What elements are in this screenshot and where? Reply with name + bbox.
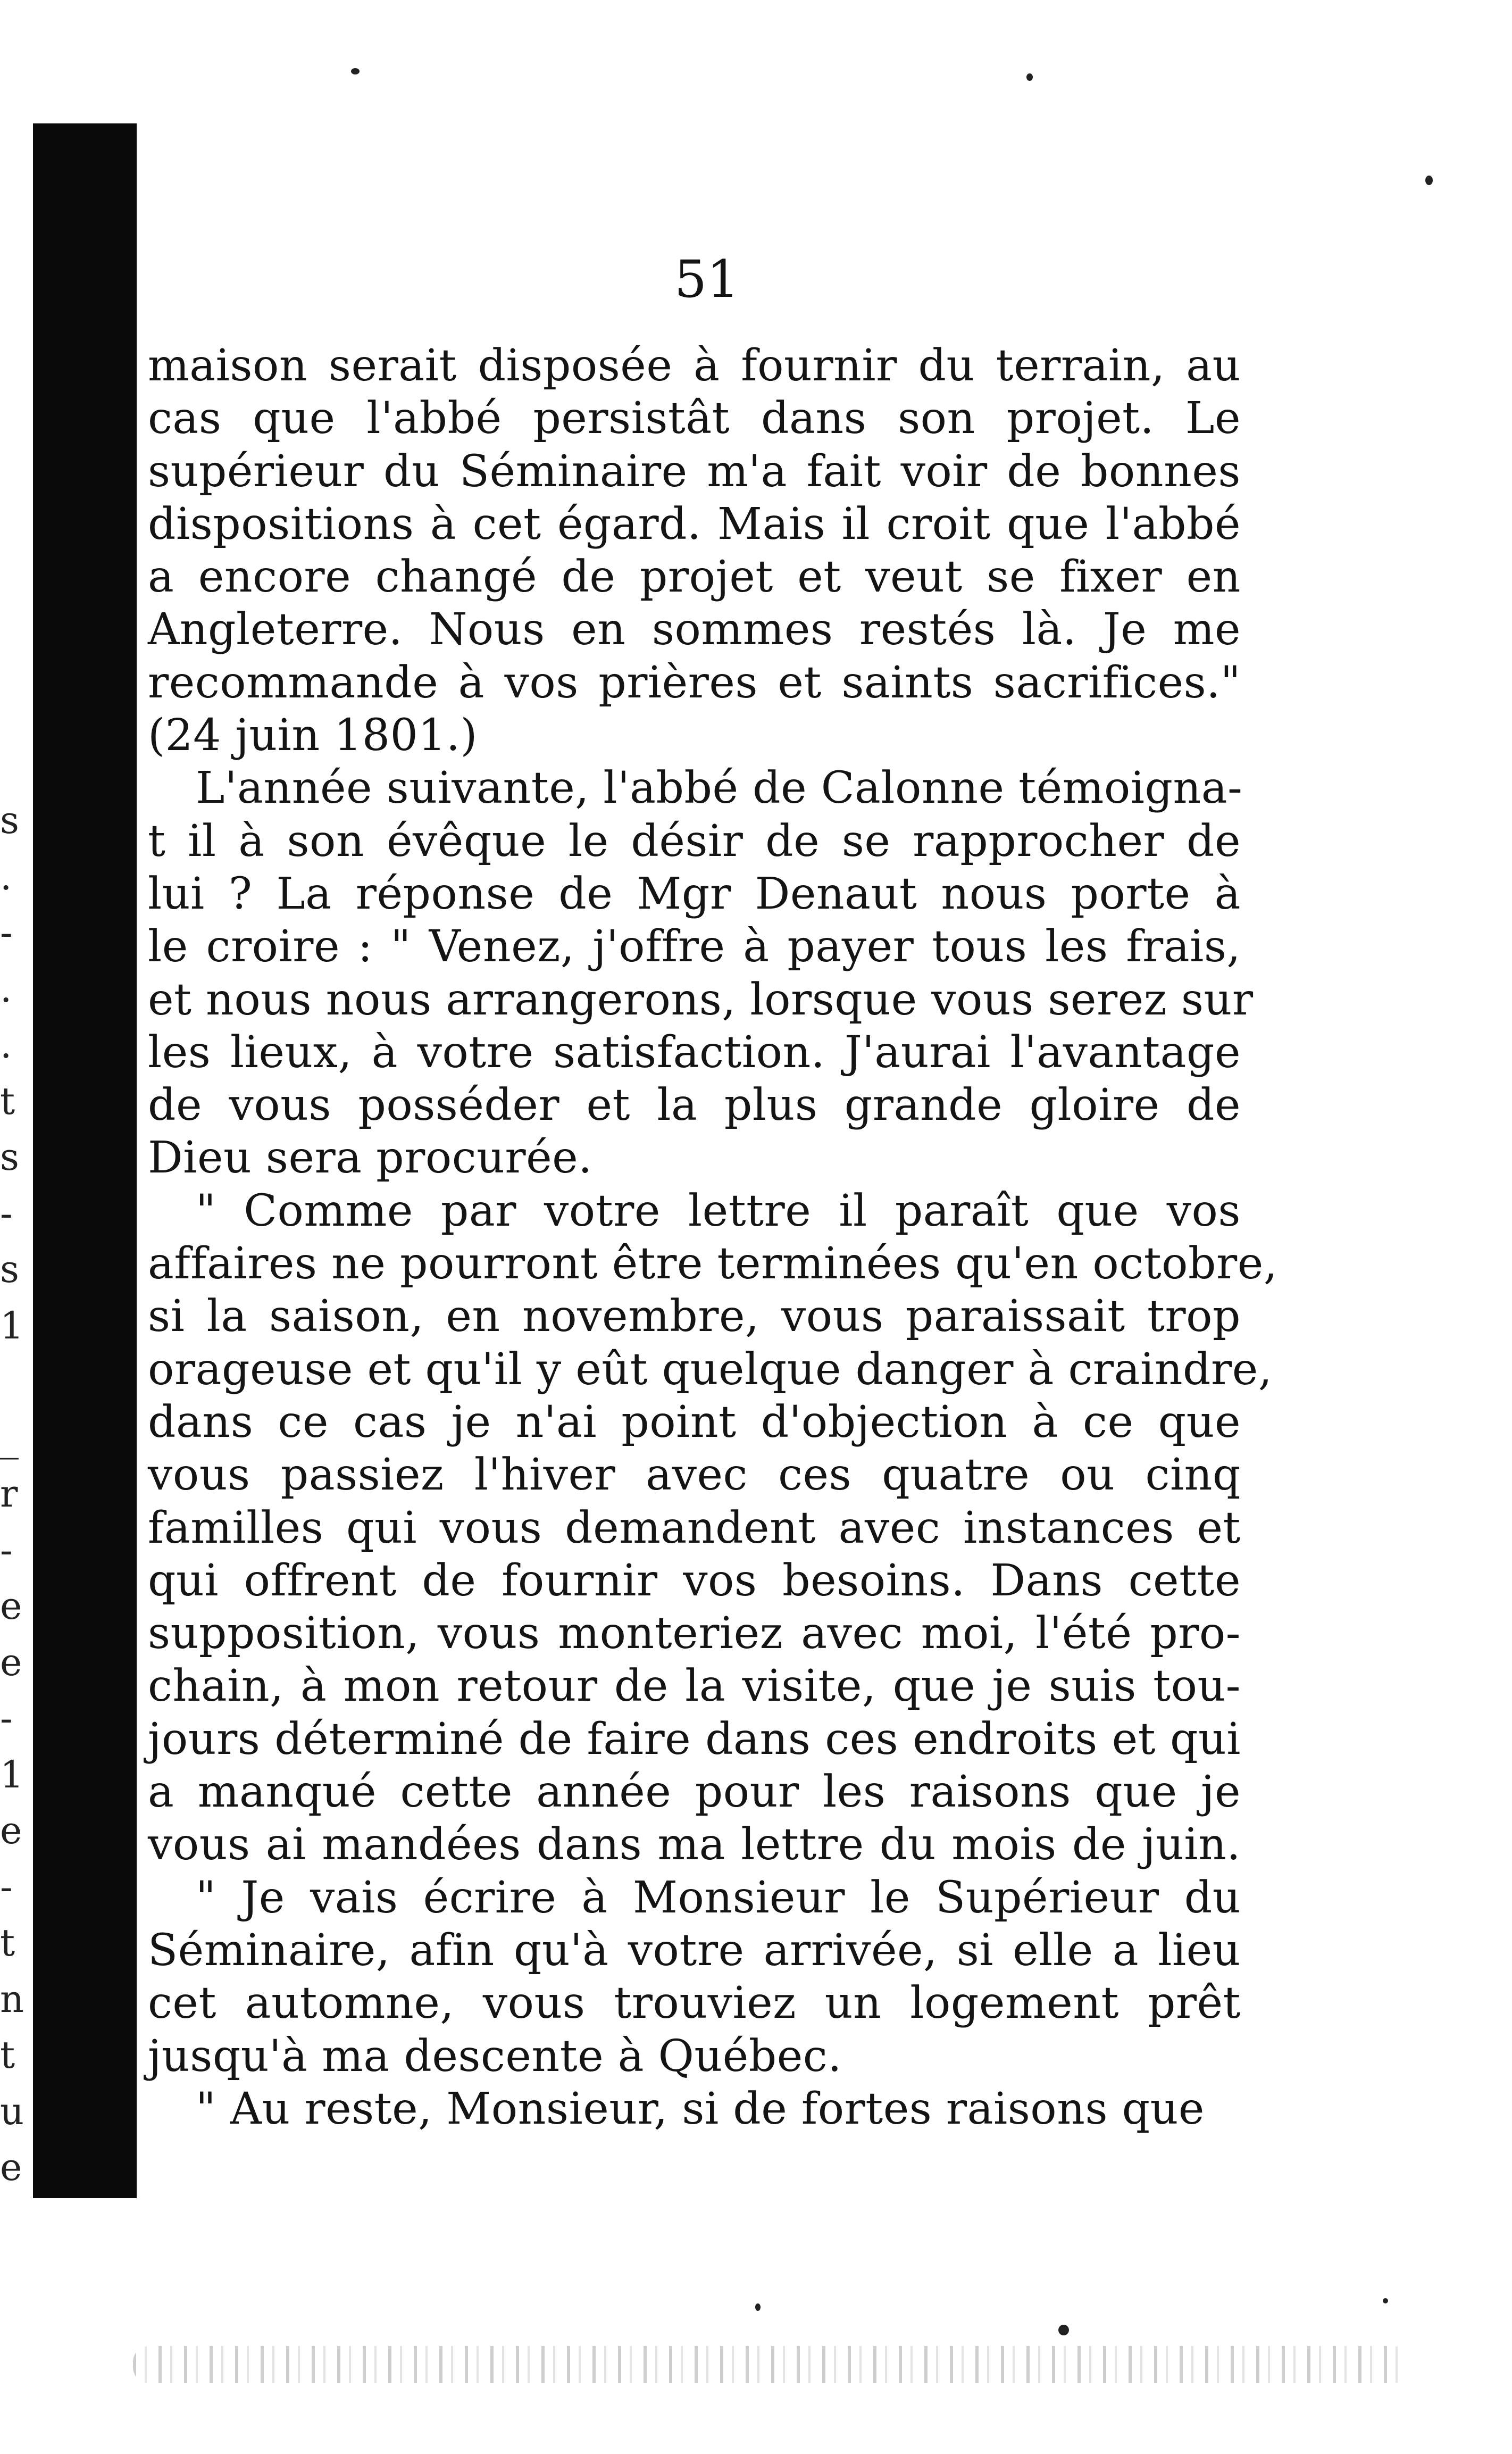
margin-fragment: e <box>0 1809 22 1852</box>
margin-fragment: - <box>0 1696 13 1740</box>
body-text <box>148 339 1278 2135</box>
text-line: de vous posséder et la plus grande gloire de <box>148 1080 1241 1131</box>
margin-fragment: u <box>0 2089 24 2133</box>
margin-fragment: s <box>0 798 19 842</box>
margin-fragment: . <box>0 1023 12 1067</box>
margin-fragment: r <box>0 1472 18 1516</box>
scan-speck <box>1058 2325 1069 2335</box>
scan-speck <box>755 2303 761 2311</box>
text-line: (24 juin 1801.) <box>148 710 478 761</box>
text-line: jours déterminé de faire dans ces endroits et qui <box>148 1713 1241 1765</box>
margin-fragment: t <box>0 2033 15 2077</box>
scan-speck <box>1425 176 1433 185</box>
text-line: supposition, vous monteriez avec moi, l'été pro- <box>148 1608 1241 1659</box>
text-line: familles qui vous demandent avec instances et <box>148 1502 1241 1553</box>
text-line: " Au reste, Monsieur, si de fortes raisons que <box>196 2083 1205 2134</box>
text-line: orageuse et qu'il y eût quelque danger à craindre, <box>148 1344 1273 1395</box>
text-line: Séminaire, afin qu'à votre arrivée, si elle a lieu <box>148 1925 1241 1976</box>
margin-fragment: - <box>0 1865 13 1909</box>
scan-speck <box>1026 73 1033 81</box>
text-line: dispositions à cet égard. Mais il croit que l'abbé <box>148 498 1241 550</box>
text-line: vous passiez l'hiver avec ces quatre ou cinq <box>148 1450 1241 1501</box>
page-number: 51 <box>674 249 740 309</box>
margin-fragment: - <box>0 911 13 954</box>
text-line: si la saison, en novembre, vous paraissait trop <box>148 1291 1241 1342</box>
scan-speck <box>1383 2298 1388 2303</box>
text-line: cas que l'abbé persistât dans son projet. Le <box>148 393 1241 444</box>
text-line: cet automne, vous trouviez un logement prêt <box>148 1978 1241 2029</box>
text-line: et nous nous arrangerons, lorsque vous serez sur <box>148 974 1254 1025</box>
margin-fragment: n <box>0 1977 24 2021</box>
margin-fragment: _ <box>0 1416 19 1460</box>
margin-fragment: e <box>0 2145 22 2189</box>
margin-fragment: 1 <box>0 1752 24 1796</box>
margin-fragment: t <box>0 1079 15 1123</box>
margin-fragment: s <box>0 1135 19 1179</box>
text-line: affaires ne pourront être terminées qu'en octobre, <box>148 1238 1278 1290</box>
text-line: a manqué cette année pour les raisons que je <box>148 1767 1241 1818</box>
margin-fragment: e <box>0 1584 22 1628</box>
text-line: " Comme par votre lettre il paraît que vos <box>196 1185 1241 1236</box>
margin-fragment <box>0 1354 21 1410</box>
text-line: Angleterre. Nous en sommes restés là. Je me <box>148 604 1241 655</box>
text-line: les lieux, à votre satisfaction. J'aurai l'avantage <box>148 1027 1241 1078</box>
text-line: supérieur du Séminaire m'a fait voir de bonnes <box>148 446 1241 497</box>
margin-fragment: e <box>0 1640 22 1684</box>
text-line: vous ai mandées dans ma lettre du mois de juin. <box>148 1819 1241 1870</box>
text-line: dans ce cas je n'ai point d'objection à ce que <box>148 1396 1241 1448</box>
facing-page-fragments <box>0 793 24 2196</box>
margin-fragment: t <box>0 1921 15 1965</box>
margin-fragment: . <box>0 967 12 1011</box>
binding-shadow-strip <box>33 123 137 2198</box>
text-line: " Je vais écrire à Monsieur le Supérieur du <box>196 1872 1241 1923</box>
text-line: a encore changé de projet et veut se fixer en <box>148 552 1241 603</box>
text-line: qui offrent de fournir vos besoins. Dans cette <box>148 1555 1241 1606</box>
margin-fragment: . <box>0 854 12 899</box>
margin-fragment: - <box>0 1191 13 1235</box>
text-line: maison serait disposée à fournir du terrain, au <box>148 340 1241 391</box>
scan-speck <box>351 68 360 74</box>
margin-fragment: - <box>0 1528 13 1572</box>
margin-fragment: 1 <box>0 1303 24 1347</box>
text-line: t il à son évêque le désir de se rapprocher de <box>148 816 1241 867</box>
text-line: jusqu'à ma descente à Québec. <box>148 2031 842 2082</box>
scan-noise-bottom <box>133 2346 1409 2383</box>
margin-fragment: s <box>0 1247 19 1291</box>
text-line: lui ? La réponse de Mgr Denaut nous porte à <box>148 868 1241 919</box>
text-line: recommande à vos prières et saints sacrifices." <box>148 657 1241 708</box>
text-line: chain, à mon retour de la visite, que je suis tou- <box>148 1661 1241 1712</box>
text-line: le croire : " Venez, j'offre à payer tous les frais, <box>148 921 1241 972</box>
text-line: Dieu sera procurée. <box>148 1133 592 1184</box>
text-line: L'année suivante, l'abbé de Calonne témoigna- <box>196 763 1243 814</box>
